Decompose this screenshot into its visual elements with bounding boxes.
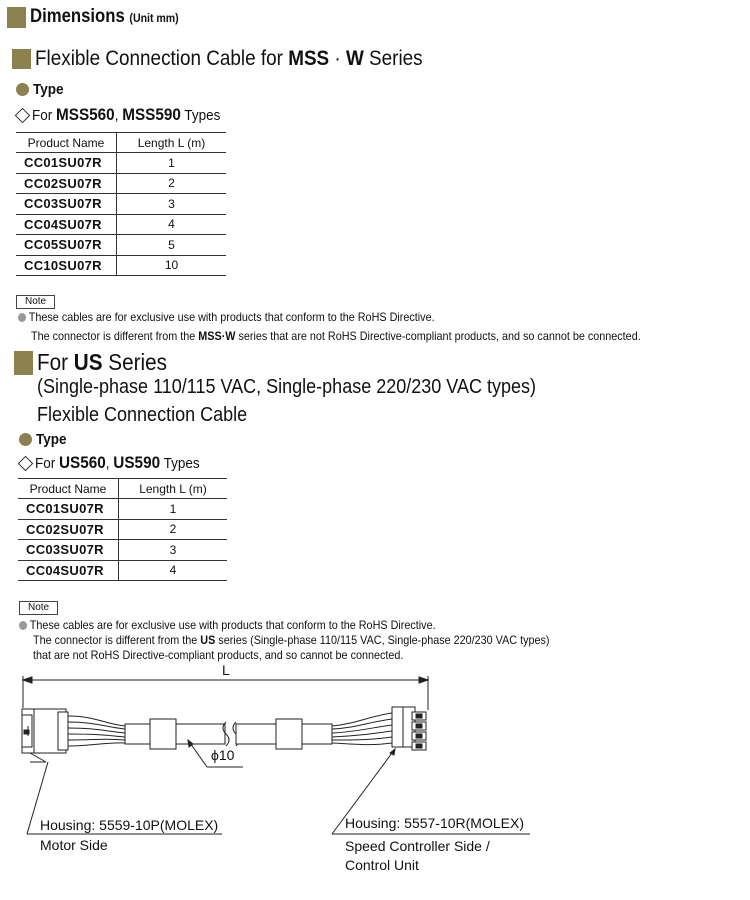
speed-controller-side-label: Speed Controller Side /	[345, 838, 490, 854]
section2-title-suffix: Series	[103, 349, 168, 375]
for-us590: US590	[113, 453, 161, 472]
housing-key: Housing:	[40, 817, 100, 833]
for-suffix: Types	[180, 107, 221, 124]
col-length: Length L (m)	[117, 133, 227, 153]
product-name-cell: CC01SU07R	[16, 153, 117, 174]
housing-key: Housing:	[345, 815, 405, 831]
col-length: Length L (m)	[119, 479, 228, 499]
product-name-cell: CC10SU07R	[16, 255, 117, 276]
table-row	[18, 519, 227, 540]
left-housing-label	[40, 817, 218, 833]
table-row	[16, 235, 226, 256]
diameter-label: ϕ10	[211, 747, 235, 763]
for-comma: ,	[105, 455, 114, 472]
table-row	[16, 214, 226, 235]
section1-title-prefix: Flexible Connection Cable for	[35, 47, 289, 70]
length-cell: 4	[119, 560, 228, 581]
for-comma: ,	[114, 107, 123, 124]
bullet-circle-icon	[16, 83, 29, 96]
section2-note-label: Note	[19, 601, 58, 615]
product-name-cell: CC04SU07R	[18, 560, 119, 581]
length-cell: 1	[119, 499, 228, 520]
table-row	[16, 255, 226, 276]
section1-title-sep: ·	[329, 47, 347, 70]
note-series-bold: US	[200, 633, 216, 647]
section1-for-heading	[14, 105, 241, 125]
product-name-cell: CC05SU07R	[16, 235, 117, 256]
note-series-bold: MSS·W	[198, 329, 236, 343]
section2-title-us: US	[74, 349, 104, 375]
col-product-name: Product Name	[18, 479, 119, 499]
table-row	[18, 540, 227, 561]
cable-band-right	[276, 719, 302, 749]
page-title: Dimensions	[30, 6, 126, 27]
table-row	[16, 194, 226, 215]
note-text: These cables are for exclusive use with products that conform to the RoHS Directive.	[28, 310, 435, 324]
note-text: The connector is different from the	[31, 329, 199, 343]
product-name-cell: CC02SU07R	[18, 519, 119, 540]
right-housing-label	[345, 815, 524, 831]
section1-title-w: W	[346, 47, 365, 70]
note-text: series (Single-phase 110/115 VAC, Single-phase 220/230 VAC types)	[215, 633, 550, 647]
length-label: L	[222, 662, 230, 678]
type-label: Type	[36, 431, 67, 449]
section2-note-line3: that are not RoHS Directive-compliant products, and so cannot be connected.	[33, 648, 404, 662]
section-square-icon	[14, 351, 33, 375]
for-mss590: MSS590	[122, 105, 181, 124]
diamond-icon	[18, 455, 34, 471]
for-suffix: Types	[160, 455, 200, 472]
length-cell: 10	[117, 255, 227, 276]
product-name-cell: CC02SU07R	[16, 173, 117, 194]
length-cell: 3	[119, 540, 228, 561]
header-square-icon	[7, 7, 26, 28]
dim-arrow-right	[419, 677, 428, 683]
section1-note-label: Note	[16, 295, 55, 309]
product-name-cell: CC04SU07R	[16, 214, 117, 235]
dim-arrow-left	[23, 677, 32, 683]
section-square-icon	[12, 49, 31, 69]
note-text: The connector is different from the	[33, 633, 201, 647]
note-text: series that are not RoHS Directive-compliant products, and so cannot be connected.	[235, 329, 641, 343]
section2-product-table	[18, 478, 227, 581]
unit-label: (Unit mm)	[129, 11, 180, 25]
housing-value: 5559-10P(MOLEX)	[99, 817, 219, 833]
length-cell: 4	[117, 214, 227, 235]
section2-for-heading	[17, 453, 218, 473]
section2-title	[14, 349, 182, 376]
for-prefix: For	[35, 455, 60, 472]
section1-title-mss: MSS	[288, 47, 330, 70]
product-name-cell: CC01SU07R	[18, 499, 119, 520]
section1-note-line1	[18, 309, 435, 325]
section2-note-line2	[33, 632, 549, 648]
table-row	[16, 153, 226, 174]
length-cell: 2	[119, 519, 228, 540]
table-row	[16, 173, 226, 194]
note-bullet-icon	[19, 621, 27, 630]
diamond-icon	[15, 107, 31, 123]
note-text: These cables are for exclusive use with products that conform to the RoHS Directive.	[29, 618, 436, 632]
table-row	[18, 560, 227, 581]
product-name-cell: CC03SU07R	[18, 540, 119, 561]
section1-product-table	[16, 132, 226, 276]
section1-title-suffix: Series	[364, 47, 424, 70]
section2-subtitle2: Flexible Connection Cable	[37, 404, 248, 426]
section2-type-heading	[19, 431, 70, 449]
length-cell: 3	[117, 194, 227, 215]
cable-band-left	[150, 719, 176, 749]
control-unit-label: Control Unit	[345, 857, 419, 873]
table-row	[18, 499, 227, 520]
section1-title	[12, 47, 466, 71]
length-cell: 2	[117, 173, 227, 194]
for-prefix: For	[32, 107, 57, 124]
length-cell: 1	[117, 153, 227, 174]
col-product-name: Product Name	[16, 133, 117, 153]
section1-note-line2	[31, 328, 641, 344]
section2-title-prefix: For	[37, 349, 75, 375]
for-mss560: MSS560	[56, 105, 115, 124]
dimensions-header	[7, 6, 199, 28]
product-name-cell: CC03SU07R	[16, 194, 117, 215]
housing-value: 5557-10R(MOLEX)	[404, 815, 524, 831]
section1-type-heading	[16, 81, 67, 99]
for-us560: US560	[59, 453, 106, 472]
note-bullet-icon	[18, 313, 26, 322]
type-label: Type	[33, 81, 64, 99]
motor-side-label: Motor Side	[40, 837, 108, 853]
bullet-circle-icon	[19, 433, 32, 446]
length-cell: 5	[117, 235, 227, 256]
section2-note-line1	[19, 617, 436, 633]
section2-subtitle1: (Single-phase 110/115 VAC, Single-phase 220/230 VAC types)	[37, 376, 536, 398]
